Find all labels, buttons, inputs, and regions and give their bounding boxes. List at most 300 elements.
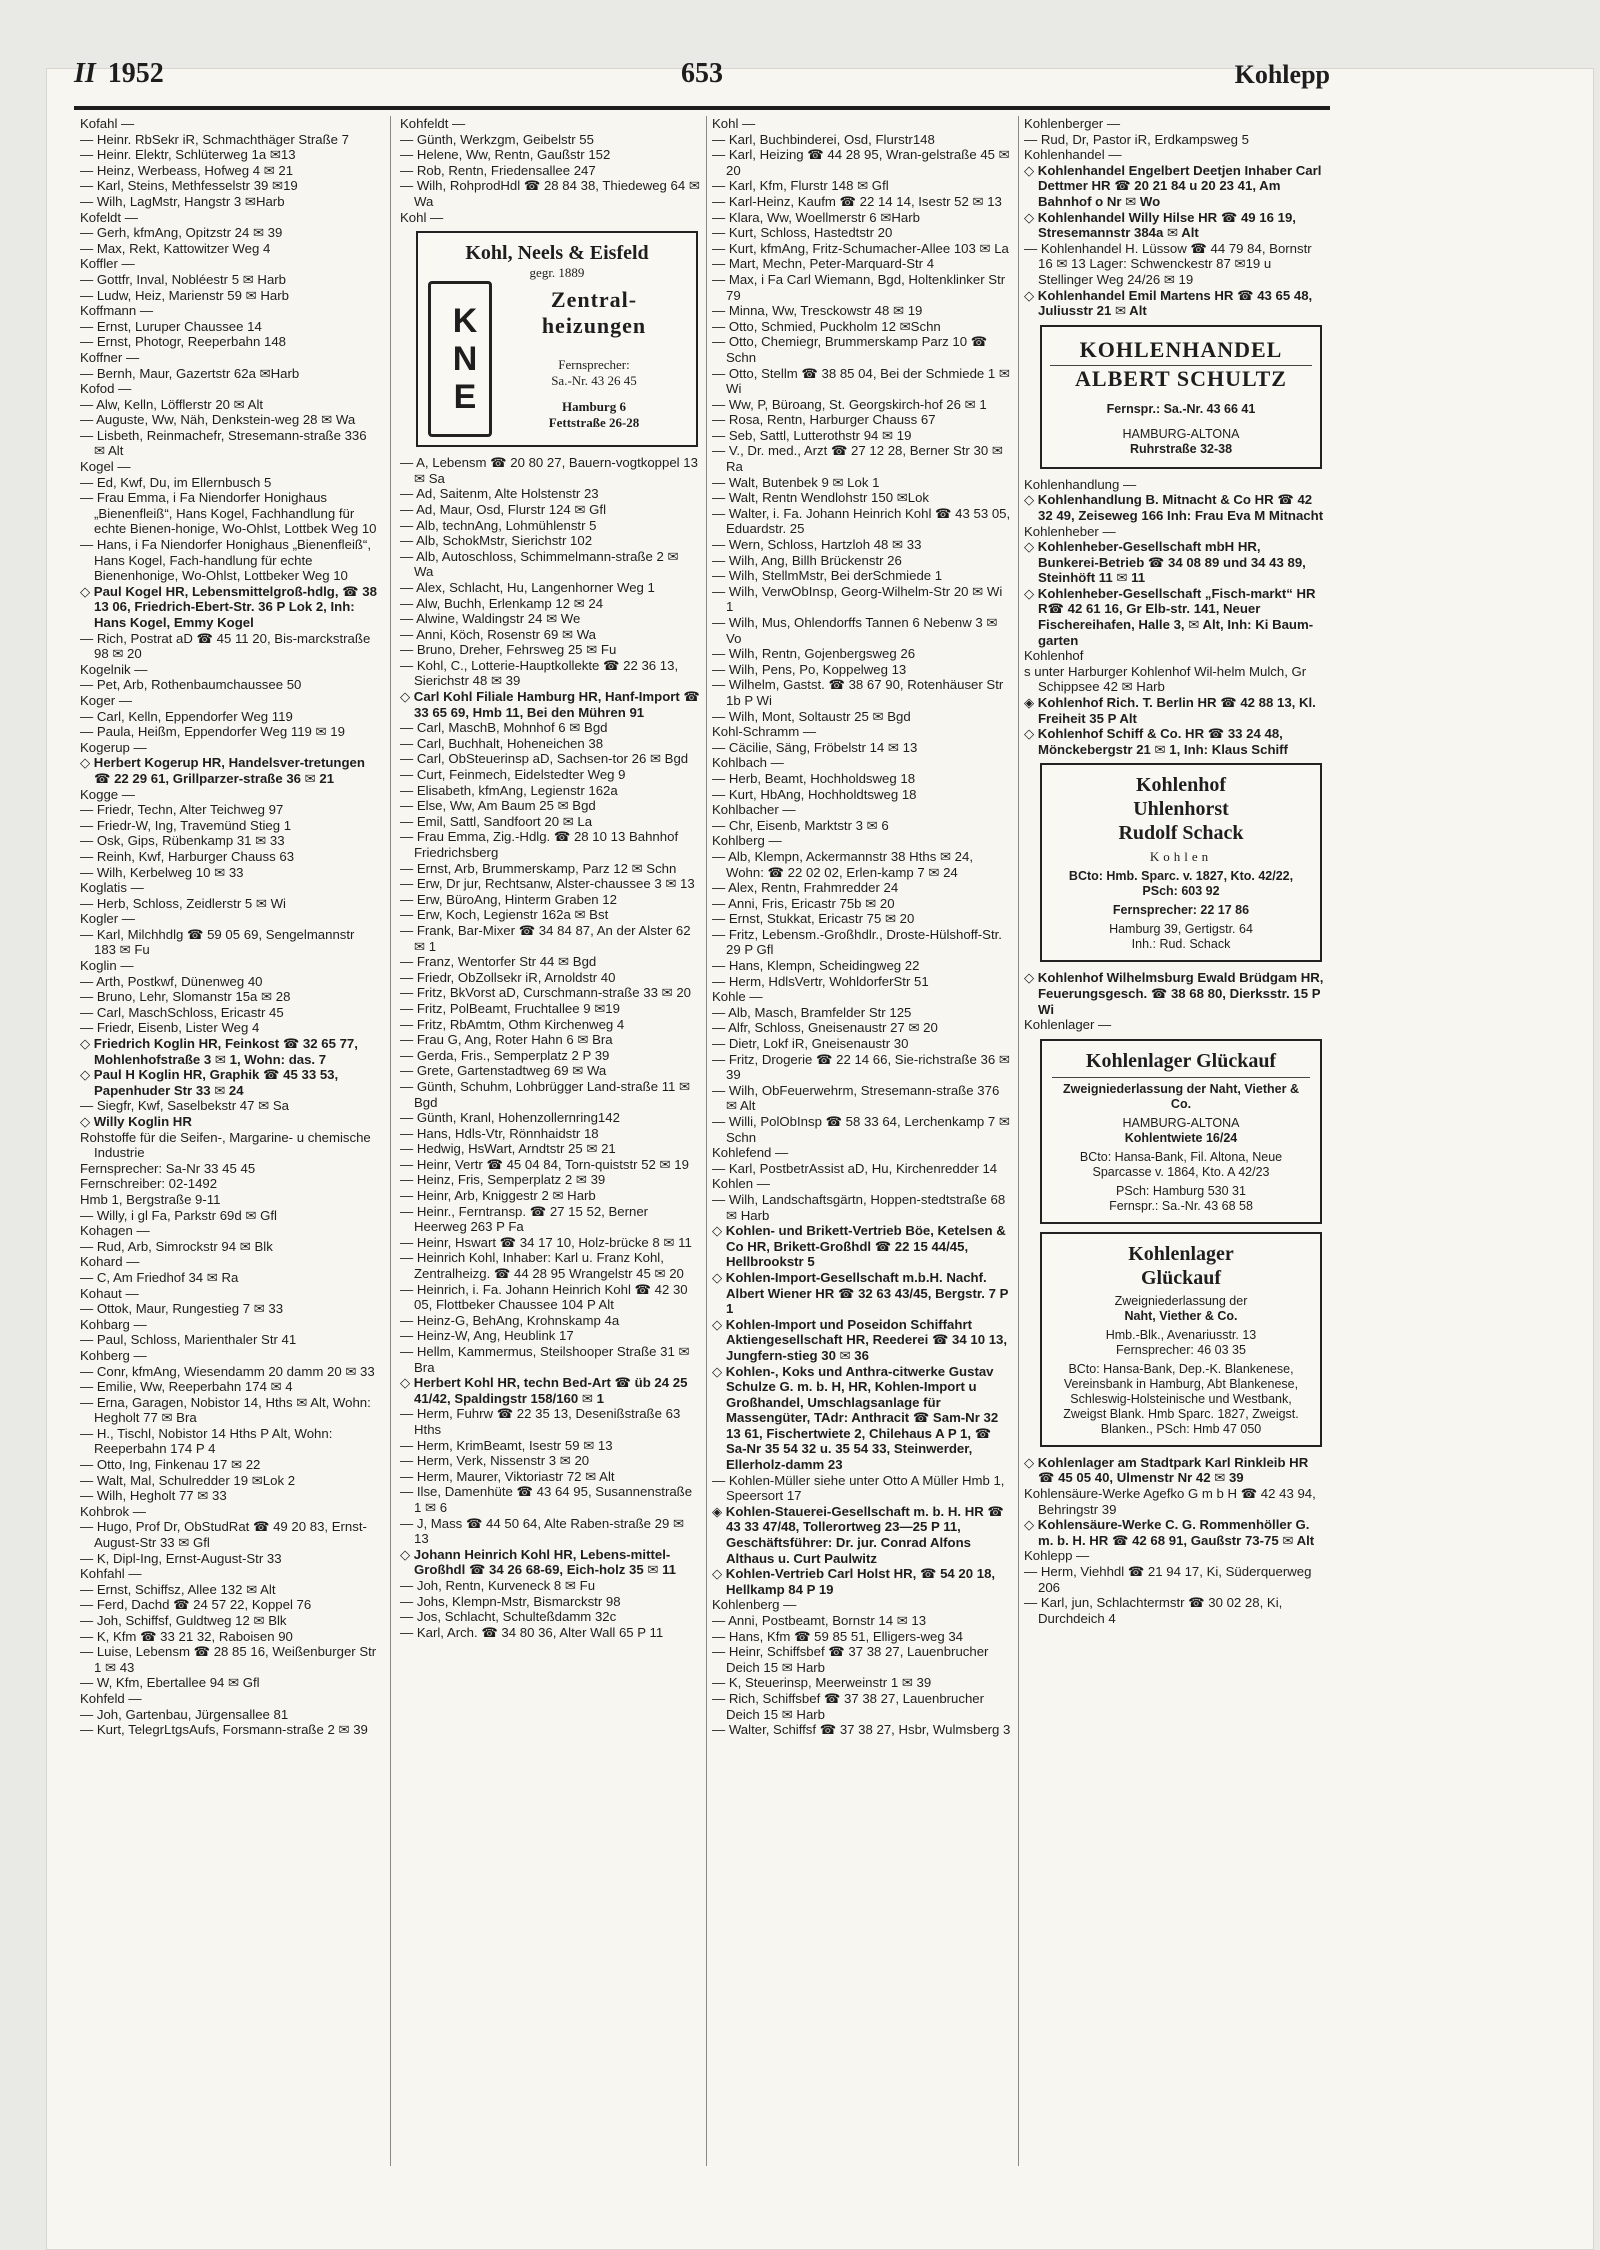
directory-entry: ◇ Kohlensäure-Werke C. G. Rommenhöller G. m. b. H. HR ☎ 42 68 91, Gaußstr 73-75 ✉ Alt — [1024, 1517, 1315, 1548]
directory-entry: — Willi, PolObInsp ☎ 58 33 64, Lerchenkamp 7 ✉ Schn — [712, 1114, 1010, 1145]
directory-entry: ◇ Kohlenhandel Willy Hilse HR ☎ 49 16 19, Stresemannstr 384a ✉ Alt — [1024, 209, 1296, 241]
ad-line5: BCto: Hmb. Sparc. v. 1827, Kto. 42/22, PSch: 603 92 — [1068, 869, 1294, 899]
ad-line4: Kohlentwiete 16/24 — [1124, 1130, 1238, 1145]
directory-entry: — Karl, Steins, Methfesselstr 39 ✉19 — [80, 178, 298, 194]
surname-heading: Kohl — — [400, 209, 444, 225]
surname-heading: Kohlen — — [712, 1176, 770, 1192]
page-header — [74, 50, 1330, 98]
directory-entry: — Anni, Postbeamt, Bornstr 14 ✉ 13 — [712, 1613, 927, 1628]
directory-entry: — Paula, Heißm, Eppendorfer Weg 119 ✉ 19 — [80, 724, 345, 740]
directory-entry: ◇ Kohlen-, Koks und Anthra-citwerke Gustav Schulze G. m. b. H, HR, Kohlen-Import u Großhandel, Umschlagsanlage für Massengüter, TAdr: Anthracit ☎ Sam-Nr 32 13 61, Fischertwiete 2, Chilehaus A P 1, ☎ Sa-Nr 35 54 32 u. 35 54 33, Steinwerder, Ellerholz-damm 23 — [712, 1363, 999, 1473]
directory-entry: — Heinz-W, Ang, Heublink 17 — [400, 1328, 574, 1344]
name-range: Kohlepp — [1234, 60, 1330, 89]
surname-heading: Kofod — — [80, 381, 132, 397]
directory-entry: ◇ Kohlenhandel Emil Martens HR ☎ 43 65 48, Juliusstr 21 ✉ Alt — [1024, 287, 1313, 319]
directory-entry: ◇ Kohlenheber-Gesellschaft „Fisch-markt“ HR R☎ 42 61 16, Gr Elb-str. 141, Neuer Fischereihafen, Halle 3, ✉ Alt, Inh: Ki Baum-garten — [1024, 585, 1316, 648]
directory-entry: ◇ Kohlen-Import und Poseidon Schiffahrt Aktiengesellschaft HR, Reederei ☎ 34 10 13, Jungfern-stieg 30 ✉ 36 — [712, 1316, 1008, 1363]
surname-heading: Kohagen — — [80, 1223, 150, 1239]
directory-entry: — Erw, Koch, Legienstr 162a ✉ Bst — [400, 907, 609, 923]
surname-heading: Kohfeld — — [80, 1690, 142, 1706]
directory-entry: — Pet, Arb, Rothenbaumchaussee 50 — [80, 677, 302, 693]
advert-kohlenhof-uhlenhorst — [1040, 763, 1322, 962]
directory-entry: — Paul, Schloss, Marienthaler Str 41 — [80, 1332, 297, 1348]
directory-entry: — Max, Rekt, Kattowitzer Weg 4 — [80, 240, 271, 256]
ad-line7: BCto: Hansa-Bank, Dep.-K. Blankenese, Vereinsbank in Hamburg, Abt Blankenese, Schleswig-Holsteinische und Westbank, Zweigst Blank. Hmb Sparc. 1827, Zweigst. Blanken., PSch: Hmb 47 050 — [1063, 1361, 1299, 1436]
ad-line1: KOHLENHANDEL — [1050, 337, 1312, 366]
ad-line1: Zentral- — [550, 287, 638, 313]
ad-body — [428, 281, 686, 437]
directory-entry: ◇ Kohlen-Vertrieb Carl Holst HR, ☎ 54 20 18, Hellkamp 84 P 19 — [712, 1566, 996, 1597]
ad-established: gegr. 1889 — [529, 265, 585, 281]
directory-entry: — K, Kfm ☎ 33 21 32, Raboisen 90 — [80, 1628, 293, 1644]
directory-entry: — Wilh, StellmMstr, Bei derSchmiede 1 — [712, 568, 943, 584]
column-4 — [1024, 116, 1324, 2166]
directory-entry: — Frau G, Ang, Roter Hahn 6 ✉ Bra — [400, 1032, 613, 1048]
directory-entry: — Bruno, Dreher, Fehrsweg 25 ✉ Fu — [400, 642, 617, 658]
directory-entry: — Ernst, Arb, Brummerskamp, Parz 12 ✉ Schn — [400, 860, 677, 876]
surname-heading: Koger — — [80, 692, 133, 708]
directory-entry: — Gerda, Fris., Semperplatz 2 P 39 — [400, 1047, 610, 1063]
surname-heading: Kohberg — — [80, 1347, 147, 1363]
directory-entry: — Alex, Rentn, Frahmredder 24 — [712, 880, 899, 896]
directory-entry: — Bruno, Lehr, Slomanstr 15a ✉ 28 — [80, 989, 291, 1005]
directory-entry: Kohlenhof — [1024, 648, 1084, 664]
directory-entry: — Wilh, Mus, Ohlendorffs Tannen 6 Nebenw 3 ✉ Vo — [712, 615, 998, 646]
directory-entry: — C, Am Friedhof 34 ✉ Ra — [80, 1269, 239, 1285]
directory-entry: — Ferd, Dachd ☎ 24 57 22, Koppel 76 — [80, 1597, 312, 1613]
directory-entry: — Heinrich Kohl, Inhaber: Karl u. Franz Kohl, Zentralheizg. ☎ 44 28 95 Wrangelstr 45 ✉ 20 — [400, 1250, 684, 1282]
directory-entry: — Heinr, Vertr ☎ 45 04 84, Torn-quiststr 52 ✉ 19 — [400, 1156, 689, 1172]
directory-entry: — Heinr, Schiffsbef ☎ 37 38 27, Lauenbrucher Deich 15 ✉ Harb — [712, 1644, 989, 1675]
surname-heading: Kogler — — [80, 911, 135, 927]
directory-entry: — Auguste, Ww, Näh, Denkstein-weg 28 ✉ Wa — [80, 412, 356, 428]
ad-line7: Fernspr.: Sa.-Nr. 43 68 58 — [1109, 1198, 1253, 1213]
directory-entry: — Joh, Gartenbau, Jürgensallee 81 — [80, 1706, 289, 1722]
directory-entry: ◇ Kohlenhof Wilhelmsburg Ewald Brüdgam HR, Feuerungsgesch. ☎ 38 68 80, Dierksstr. 15 P Wi — [1024, 970, 1324, 1017]
directory-entry: — Jos, Schlacht, Schulteßdamm 32c — [400, 1609, 617, 1625]
directory-entry: — Walter, Schiffsf ☎ 37 38 27, Hsbr, Wulmsberg 3 — [712, 1722, 1011, 1738]
directory-entry: — Wilhelm, Gastst. ☎ 38 67 90, Rotenhäuser Str 1b P Wi — [712, 677, 1004, 708]
ad-line6: Fernsprecher: 22 17 86 — [1112, 903, 1250, 918]
directory-entry: — Herm, Viehhdl ☎ 21 94 17, Ki, Süderquerweg 206 — [1024, 1563, 1312, 1595]
ad-phone: Fernspr.: Sa.-Nr. 43 66 41 — [1106, 401, 1256, 416]
directory-entry: Kohlensäure-Werke Agefko G m b H ☎ 42 43 94, Behringstr 39 — [1024, 1485, 1316, 1517]
directory-entry: — Ludw, Heiz, Marienstr 59 ✉ Harb — [80, 287, 289, 303]
surname-heading: Kohle — — [712, 989, 763, 1005]
directory-entry: — Wilh, VerwObInsp, Georg-Wilhelm-Str 20 ✉ Wi 1 — [712, 583, 1003, 615]
directory-entry: ◇ Kohlen- und Brikett-Vertrieb Böe, Ketelsen & Co HR, Brikett-Großhdl ☎ 22 15 44/45, Hellbrookstr 5 — [712, 1223, 1006, 1270]
directory-entry: — Wilh, Pens, Po, Koppelweg 13 — [712, 661, 907, 677]
directory-entry: — Erw, BüroAng, Hinterm Graben 12 — [400, 891, 617, 907]
directory-entry: — Kurt, kfmAng, Fritz-Schumacher-Allee 103 ✉ La — [712, 240, 1009, 256]
directory-entry: — Hans, Klempn, Scheidingweg 22 — [712, 958, 920, 974]
directory-entry: — Friedr, Eisenb, Lister Weg 4 — [80, 1020, 260, 1036]
directory-entry: — Friedr-W, Ing, Travemünd Stieg 1 — [80, 817, 292, 833]
directory-entry: — Hugo, Prof Dr, ObStudRat ☎ 49 20 83, Ernst-August-Str 33 ✉ Gfl — [80, 1519, 367, 1551]
directory-entry: — Reinh, Kwf, Harburger Chauss 63 — [80, 848, 295, 864]
directory-entry: ◇ Friedrich Koglin HR, Feinkost ☎ 32 65 77, Mohlenhofstraße 3 ✉ 1, Wohn: das. 7 — [80, 1036, 358, 1067]
surname-heading: Kohbarg — — [80, 1316, 147, 1332]
directory-entry: — Frau Emma, Zig.-Hdlg. ☎ 28 10 13 Bahnhof Friedrichsberg — [400, 829, 679, 860]
ad-line6: Fernsprecher: 46 03 35 — [1116, 1342, 1246, 1357]
directory-entry: — Johs, Klempn-Mstr, Bismarckstr 98 — [400, 1593, 621, 1609]
directory-entry: — Herb, Schloss, Zeidlerstr 5 ✉ Wi — [80, 895, 286, 911]
directory-entry: — Heinr. Elektr, Schlüterweg 1a ✉13 — [80, 147, 296, 163]
directory-entry: — Carl, Kelln, Eppendorfer Weg 119 — [80, 708, 293, 724]
directory-entry: — Herm, HdlsVertr, WohldorferStr 51 — [712, 973, 929, 989]
directory-entry: — Luise, Lebensm ☎ 28 85 16, Weißenburger Str 1 ✉ 43 — [80, 1644, 377, 1675]
directory-entry: — Hans, i Fa Niendorfer Honighaus „Bienenfleiß“, Hans Kogel, Fach-handlung für echte Bienenhonige, Wo-Ohlst, Lottbeker Weg 10 — [80, 537, 371, 584]
ad-line1: Kohlenlager — [1128, 1242, 1234, 1265]
directory-entry: — Max, i Fa Carl Wiemann, Bgd, Holtenklinker Str 79 — [712, 271, 1006, 303]
ad-line2: Glückauf — [1140, 1266, 1222, 1289]
directory-entry: — Heinz, Fris, Semperplatz 2 ✉ 39 — [400, 1172, 606, 1188]
ad-line3: HAMBURG-ALTONA — [1122, 1115, 1240, 1130]
directory-entry: — Fritz, RbAmtm, Othm Kirchenweg 4 — [400, 1016, 625, 1032]
surname-heading: Kogerup — — [80, 739, 147, 755]
directory-entry: — Wilh, Kerbelweg 10 ✉ 33 — [80, 864, 244, 880]
directory-entry: — Seb, Sattl, Lutterothstr 94 ✉ 19 — [712, 427, 912, 443]
directory-entry: — Heinrich, i. Fa. Johann Heinrich Kohl ☎ 42 30 05, Flottbeker Chaussee 104 P Alt — [400, 1281, 688, 1313]
directory-entry: — A, Lebensm ☎ 20 80 27, Bauern-vogtkoppel 13 ✉ Sa — [400, 455, 698, 486]
surname-heading: Kohlbach — — [712, 755, 784, 771]
directory-entry: — Fritz, PolBeamt, Fruchtallee 9 ✉19 — [400, 1000, 620, 1016]
surname-heading: Koffler — — [80, 256, 135, 272]
directory-entry: — Emilie, Ww, Reeperbahn 174 ✉ 4 — [80, 1379, 293, 1395]
column-divider — [390, 116, 391, 2166]
directory-entry: — Walt, Rentn Wendlohstr 150 ✉Lok — [712, 490, 930, 506]
ad-line7: Hamburg 39, Gertigstr. 64 — [1109, 922, 1253, 937]
surname-heading: Kohlenheber — — [1024, 523, 1116, 539]
column-divider — [1018, 116, 1019, 2166]
logo-text: KNE — [446, 302, 484, 417]
directory-entry: — Hans, Hdls-Vtr, Rönnhaidstr 18 — [400, 1125, 599, 1141]
directory-entry: — Ernst, Schiffsz, Allee 132 ✉ Alt — [80, 1581, 276, 1597]
surname-heading: Kohlenhandel — — [1024, 147, 1122, 163]
directory-entry: — H., Tischl, Nobistor 14 Hths P Alt, Wohn: Reeperbahn 174 P 4 — [80, 1425, 333, 1457]
ad-phone: Sa.-Nr. 43 26 45 — [551, 373, 637, 389]
directory-entry: — Karl, Buchbinderei, Osd, Flurstr148 — [712, 131, 935, 147]
ad-line2: Zweigniederlassung der Naht, Viether & Co. — [1063, 1081, 1299, 1111]
ad-line6: PSch: Hamburg 530 31 — [1116, 1183, 1246, 1198]
directory-entry: — Karl, Arch. ☎ 34 80 36, Alter Wall 65 P 11 — [400, 1624, 664, 1640]
directory-entry: — Günth, Werkzgm, Geibelstr 55 — [400, 131, 594, 147]
directory-entry: — Kurt, TelegrLtgsAufs, Forsmann-straße 2 ✉ 39 — [80, 1722, 368, 1738]
directory-entry: — Hedwig, HsWart, Arndtstr 25 ✉ 21 — [400, 1141, 616, 1157]
surname-heading: Koglatis — — [80, 880, 144, 896]
directory-entry: — Kohlenhandel H. Lüssow ☎ 44 79 84, Bornstr 16 ✉ 13 Lager: Schwenckestr 87 ✉19 u Stellinger Weg 24/26 ✉ 19 — [1024, 240, 1312, 287]
directory-entry: — Carl, Buchhalt, Hoheneichen 38 — [400, 735, 604, 751]
directory-entry: — Rob, Rentn, Friedensallee 247 — [400, 162, 596, 178]
directory-entry: — Joh, Rentn, Kurveneck 8 ✉ Fu — [400, 1577, 596, 1593]
directory-entry: — Heinr. RbSekr iR, Schmachthäger Straße 7 — [80, 131, 349, 147]
directory-entry: — Heinr, Hswart ☎ 34 17 10, Holz-brücke 8 ✉ 11 — [400, 1234, 692, 1250]
ad-line2: heizungen — [541, 313, 647, 339]
directory-entry: — Herm, Maurer, Viktoriastr 72 ✉ Alt — [400, 1468, 615, 1484]
directory-entry: — Carl, ObSteuerinsp aD, Sachsen-tor 26 ✉ Bgd — [400, 751, 689, 767]
directory-entry: — Bernh, Maur, Gazertstr 62a ✉Harb — [80, 365, 300, 381]
page-number: 653 — [681, 58, 723, 89]
directory-entry: — Rich, Postrat aD ☎ 45 11 20, Bis-marckstraße 98 ✉ 20 — [80, 630, 371, 662]
directory-entry: — Alb, technAng, Lohmühlenstr 5 — [400, 517, 597, 533]
directory-entry: — Conr, kfmAng, Wiesendamm 20 damm 20 ✉ 33 — [80, 1363, 375, 1379]
directory-entry: — Heinz-G, BehAng, Krohnskamp 4a — [400, 1312, 620, 1328]
advert-kohlenlager-glueckauf-blankenese — [1040, 1232, 1322, 1447]
directory-entry: — Wilh, Hegholt 77 ✉ 33 — [80, 1488, 227, 1504]
directory-entry: — Ilse, Damenhüte ☎ 43 64 95, Susannenstraße 1 ✉ 6 — [400, 1484, 693, 1515]
directory-entry: — Alw, Kelln, Löfflerstr 20 ✉ Alt — [80, 396, 264, 412]
directory-entry: — Friedr, Techn, Alter Teichweg 97 — [80, 802, 284, 818]
directory-entry: — Karl, jun, Schlachtermstr ☎ 30 02 28, Ki, Durchdeich 4 — [1024, 1595, 1283, 1626]
directory-entry: — Ad, Saitenm, Alte Holstenstr 23 — [400, 486, 599, 502]
directory-entry: ◇ Kohlen-Import-Gesellschaft m.b.H. Nachf. Albert Wiener HR ☎ 32 63 43/45, Bergstr. 7 P 1 — [712, 1269, 1009, 1317]
directory-entry: — Wilh, Ang, Billh Brückenstr 26 — [712, 552, 902, 568]
directory-entry: — Otto, Schmied, Puckholm 12 ✉Schn — [712, 318, 941, 334]
directory-entry: — Siegfr, Kwf, Saselbekstr 47 ✉ Sa — [80, 1098, 289, 1114]
ad-line1: Kohlenhof — [1135, 774, 1227, 797]
ad-street: Ruhrstraße 32-38 — [1129, 441, 1233, 456]
directory-entry: — Chr, Eisenb, Marktstr 3 ✉ 6 — [712, 817, 889, 833]
ad-phone-label: Fernsprecher: — [558, 357, 630, 373]
directory-entry: — Lisbeth, Reinmachefr, Stresemann-straße 336 ✉ Alt — [80, 427, 367, 459]
directory-entry: — Emil, Sattl, Sandfoort 20 ✉ La — [400, 813, 593, 829]
directory-entry: — Ww, P, Büroang, St. Georgskirch-hof 26 ✉ 1 — [712, 396, 987, 412]
surname-heading: Kohlenlager — — [1024, 1017, 1112, 1033]
directory-entry: — Rich, Schiffsbef ☎ 37 38 27, Lauenbrucher Deich 15 ✉ Harb — [712, 1690, 985, 1722]
directory-entry: — Otto, Stellm ☎ 38 85 04, Bei der Schmiede 1 ✉ Wi — [712, 365, 1010, 397]
column-divider — [706, 116, 707, 2166]
ad-line3: Rudolf Schack — [1118, 822, 1244, 845]
volume-roman: II — [74, 58, 96, 89]
directory-entry: — Fritz, BkVorst aD, Curschmann-straße 33 ✉ 20 — [400, 985, 692, 1001]
ad-line4: Kohlen — [1149, 849, 1213, 865]
directory-entry: — Kohl, C., Lotterie-Hauptkollekte ☎ 22 36 13, Sierichstr 48 ✉ 39 — [400, 657, 679, 689]
surname-heading: Kohl — — [712, 116, 756, 131]
surname-heading: Kogge — — [80, 786, 135, 802]
directory-entry: — Grete, Gartenstadtweg 69 ✉ Wa — [400, 1063, 607, 1079]
directory-entry: — Gottfr, Inval, Nobléestr 5 ✉ Harb — [80, 271, 287, 287]
directory-entry: — Wilh, Landschaftsgärtn, Hoppen-stedtstraße 68 ✉ Harb — [712, 1191, 1006, 1223]
directory-entry: — Fritz, Lebensm.-Großhdlr., Droste-Hülshoff-Str. 29 P Gfl — [712, 926, 1002, 958]
surname-heading: Kohlbacher — — [712, 802, 796, 818]
directory-entry: — Ernst, Photogr, Reeperbahn 148 — [80, 334, 287, 350]
header-rule — [74, 106, 1330, 110]
directory-entry: — Wilh, LagMstr, Hangstr 3 ✉Harb — [80, 193, 285, 209]
directory-entry: — Rud, Dr, Pastor iR, Erdkampsweg 5 — [1024, 131, 1249, 147]
surname-heading: Kofahl — — [80, 116, 135, 131]
directory-entry: — Cäcilie, Säng, Fröbelstr 14 ✉ 13 — [712, 739, 918, 755]
directory-entry: — W, Kfm, Ebertallee 94 ✉ Gfl — [80, 1675, 260, 1691]
directory-entry: — Ed, Kwf, Du, im Ellernbusch 5 — [80, 474, 272, 490]
column-1 — [80, 116, 378, 2166]
directory-entry: — Mart, Mechn, Peter-Marquard-Str 4 — [712, 256, 935, 272]
directory-entry: ◇ Kohlenhandlung B. Mitnacht & Co HR ☎ 42 32 49, Zeiseweg 166 Inh: Frau Eva M Mitnacht — [1024, 492, 1324, 523]
directory-entry: ◇ Herbert Kogerup HR, Handelsver-tretungen ☎ 22 29 61, Grillparzer-straße 36 ✉ 21 — [80, 755, 365, 786]
directory-entry: — Rud, Arb, Simrockstr 94 ✉ Blk — [80, 1238, 273, 1254]
directory-entry: Fernschreiber: 02-1492 — [80, 1176, 218, 1192]
directory-entry: — Heinr, Arb, Kniggestr 2 ✉ Harb — [400, 1188, 596, 1204]
directory-entry: — Erw, Dr jur, Rechtsanw, Alster-chaussee 3 ✉ 13 — [400, 876, 695, 892]
directory-entry: — Kurt, Schloss, Hastedtstr 20 — [712, 225, 893, 241]
ad-line8: Inh.: Rud. Schack — [1131, 937, 1231, 952]
directory-entry: — Frau Emma, i Fa Niendorfer Honighaus „Bienenfleiß“, Hans Kogel, Fachhandlung für echte Bienen-honige, Wo-Ohlst, Lottbek Weg 10 — [80, 490, 377, 537]
kne-logo — [428, 281, 492, 437]
surname-heading: Kohlenberger — — [1024, 116, 1121, 131]
directory-entry: — Wilh, Rentn, Gojenbergsweg 26 — [712, 646, 916, 662]
directory-entry: — Walt, Butenbek 9 ✉ Lok 1 — [712, 474, 880, 490]
directory-entry: — Günth, Kranl, Hohenzollernring142 — [400, 1110, 620, 1126]
surname-heading: Koffmann — — [80, 303, 154, 319]
directory-entry: — Herb, Beamt, Hochholdsweg 18 — [712, 770, 916, 786]
directory-entry: — Otto, Ing, Finkenau 17 ✉ 22 — [80, 1457, 261, 1473]
directory-entry: — Fritz, Drogerie ☎ 22 14 66, Sie-richstraße 36 ✉ 39 — [712, 1051, 1010, 1083]
directory-entry: — Alex, Schlacht, Hu, Langenhorner Weg 1 — [400, 579, 655, 595]
directory-entry: — Anni, Fris, Ericastr 75b ✉ 20 — [712, 895, 895, 911]
surname-heading: Kohl-Schramm — — [712, 724, 817, 740]
surname-heading: Kogelnik — — [80, 661, 148, 677]
directory-entry: — Arth, Postkwf, Dünenweg 40 — [80, 973, 263, 989]
directory-entry: — Else, Ww, Am Baum 25 ✉ Bgd — [400, 798, 596, 814]
directory-entry: ◇ Carl Kohl Filiale Hamburg HR, Hanf-Import ☎ 33 65 69, Hmb 11, Bei den Mühren 91 — [400, 689, 700, 720]
directory-entry: — Ottok, Maur, Rungestieg 7 ✉ 33 — [80, 1301, 284, 1317]
directory-entry: — Klara, Ww, Woellmerstr 6 ✉Harb — [712, 209, 920, 225]
directory-entry: s unter Harburger Kohlenhof Wil-helm Mulch, Gr Schippsee 42 ✉ Harb — [1024, 663, 1307, 695]
directory-entry: — Alwine, Waldingstr 24 ✉ We — [400, 611, 581, 627]
ad-line5: BCto: Hansa-Bank, Fil. Altona, Neue Sparcasse v. 1864, Kto. A 42/23 — [1079, 1149, 1283, 1179]
directory-entry: — Karl, Milchhdlg ☎ 59 05 69, Sengelmannstr 183 ✉ Fu — [80, 926, 355, 958]
directory-entry: — Walter, i. Fa. Johann Heinrich Kohl ☎ 43 53 05, Eduardstr. 25 — [712, 505, 1011, 537]
directory-entry: — Carl, MaschSchloss, Ericastr 45 — [80, 1004, 284, 1020]
directory-entry: ◇ Herbert Kohl HR, techn Bed-Art ☎ üb 24 25 41/42, Spaldingstr 158/160 ✉ 1 — [400, 1375, 688, 1406]
directory-entry: — Walt, Mal, Schulredder 19 ✉Lok 2 — [80, 1472, 296, 1488]
ad-line3: Zweigniederlassung der — [1114, 1293, 1248, 1308]
directory-entry: ◇ Paul H Koglin HR, Graphik ☎ 45 33 53, Papenhuder Str 33 ✉ 24 — [80, 1067, 339, 1098]
surname-heading: Kohlberg — — [712, 833, 782, 849]
ad-line1: Kohlenlager Glückauf — [1052, 1049, 1310, 1078]
directory-entry: — Alb, Autoschloss, Schimmelmann-straße 2 ✉ Wa — [400, 548, 679, 580]
directory-entry: — Anni, Köch, Rosenstr 69 ✉ Wa — [400, 626, 597, 642]
directory-entry: ◈ Kohlenhof Rich. T. Berlin HR ☎ 42 88 13, Kl. Freiheit 35 P Alt — [1024, 695, 1316, 726]
directory-entry: — Günth, Schuhm, Lohbrügger Land-straße 11 ✉ Bgd — [400, 1078, 691, 1110]
directory-entry: — Erna, Garagen, Nobistor 14, Hths ✉ Alt, Wohn: Hegholt 77 ✉ Bra — [80, 1394, 371, 1426]
ad-line5: Hmb.-Blk., Avenariusstr. 13 — [1105, 1327, 1257, 1342]
surname-heading: Kogel — — [80, 459, 131, 475]
directory-entry: — Karl, Heizing ☎ 44 28 95, Wran-gelstraße 45 ✉ 20 — [712, 147, 1010, 178]
directory-entry: — Wilh, RohprodHdl ☎ 28 84 38, Thiedeweg 64 ✉ Wa — [400, 178, 700, 209]
directory-entry: ◇ Kohlenhandel Engelbert Deetjen Inhaber Carl Dettmer HR ☎ 20 21 84 u 20 23 41, Am Bahnhof o Nr ✉ Wo — [1024, 162, 1322, 209]
directory-entry: — Wilh, ObFeuerwehrm, Stresemann-straße 376 ✉ Alt — [712, 1082, 1000, 1114]
surname-heading: Kohard — — [80, 1254, 140, 1270]
directory-entry: — Ad, Maur, Osd, Flurstr 124 ✉ Gfl — [400, 501, 606, 517]
directory-entry: — Kurt, HbAng, Hochholdtsweg 18 — [712, 786, 917, 802]
ad-street: Fettstraße 26-28 — [548, 415, 640, 431]
surname-heading: Kofeldt — — [80, 209, 138, 225]
directory-entry: — Alfr, Schloss, Gneisenaustr 27 ✉ 20 — [712, 1020, 938, 1036]
directory-entry: — Minna, Ww, Tresckowstr 48 ✉ 19 — [712, 303, 923, 319]
directory-entry: — Frank, Bar-Mixer ☎ 34 84 87, An der Alster 62 ✉ 1 — [400, 922, 691, 954]
ad-line4: Naht, Viether & Co. — [1124, 1308, 1238, 1323]
directory-entry: — Otto, Chemiegr, Brummerskamp Parz 10 ☎ Schn — [712, 334, 988, 365]
directory-entry: — Karl, Kfm, Flurstr 148 ✉ Gfl — [712, 178, 889, 194]
surname-heading: Kohlepp — — [1024, 1548, 1090, 1564]
ad-title: Kohl, Neels & Eisfeld — [465, 242, 649, 265]
column-2 — [400, 116, 700, 2166]
directory-entry: Fernsprecher: Sa-Nr 33 45 45 — [80, 1160, 256, 1176]
column-3 — [712, 116, 1012, 2166]
directory-entry: — Willy, i gl Fa, Parkstr 69d ✉ Gfl — [80, 1207, 277, 1223]
directory-entry: — Franz, Wentorfer Str 44 ✉ Bgd — [400, 954, 597, 970]
directory-entry: ◇ Willy Koglin HR — [80, 1114, 192, 1129]
surname-heading: Kohlenhandlung — — [1024, 476, 1137, 492]
directory-entry: — Joh, Schiffsf, Guldtweg 12 ✉ Blk — [80, 1613, 287, 1628]
directory-entry: — Wilh, Mont, Soltaustr 25 ✉ Bgd — [712, 708, 911, 724]
surname-heading: Kohfahl — — [80, 1566, 142, 1582]
directory-entry: — Alb, SchokMstr, Sierichstr 102 — [400, 533, 593, 549]
directory-entry: — Hellm, Kammermus, Steilshooper Straße 31 ✉ Bra — [400, 1344, 690, 1375]
directory-entry: — V., Dr. med., Arzt ☎ 27 12 28, Berner Str 30 ✉ Ra — [712, 443, 1003, 475]
advert-kohl-neels-eisfeld — [416, 231, 698, 447]
directory-entry: Hmb 1, Bergstraße 9-11 — [80, 1191, 221, 1207]
directory-entry: — Alb, Masch, Bramfelder Str 125 — [712, 1004, 912, 1020]
directory-entry: ◇ Kohlenlager am Stadtpark Karl Rinkleib HR ☎ 45 05 40, Ulmenstr Nr 42 ✉ 39 — [1024, 1454, 1309, 1486]
directory-entry: — Carl, MaschB, Mohnhof 6 ✉ Bgd — [400, 720, 608, 736]
surname-heading: Kohlefend — — [712, 1145, 789, 1161]
ad-details — [502, 287, 686, 431]
directory-entry: ◈ Kohlen-Stauerei-Gesellschaft m. b. H. HR ☎ 43 33 47/48, Tollerortweg 23—25 P 11, Geschäftsführer: Dr. jur. Conrad Alfons Althaus u. Curt Paulwitz — [712, 1503, 1004, 1566]
advert-albert-schultz — [1040, 325, 1322, 469]
directory-entry: Rohstoffe für die Seifen-, Margarine- u chemische Industrie — [80, 1129, 371, 1161]
directory-entry: — Rosa, Rentn, Harburger Chauss 67 — [712, 412, 936, 428]
advert-kohlenlager-glueckauf-altona — [1040, 1039, 1322, 1224]
directory-entry: ◇ Paul Kogel HR, Lebensmittelgroß-hdlg, ☎ 38 13 06, Friedrich-Ebert-Str. 36 P Lok 2, Inh: Hans Kogel, Emmy Kogel — [80, 583, 377, 630]
directory-entry: — Wern, Schloss, Hartzloh 48 ✉ 33 — [712, 537, 922, 553]
surname-heading: Kohfeldt — — [400, 116, 466, 131]
directory-entry: ◇ Kohlenhof Schiff & Co. HR ☎ 33 24 48, Mönckebergstr 21 ✉ 1, Inh: Klaus Schiff — [1024, 726, 1288, 757]
directory-entry: — Heinz, Werbeass, Hofweg 4 ✉ 21 — [80, 162, 294, 178]
directory-entry: — Dietr, Lokf iR, Gneisenaustr 30 — [712, 1036, 909, 1052]
directory-entry: — Karl-Heinz, Kaufm ☎ 22 14 14, Isestr 52 ✉ 13 — [712, 193, 1002, 209]
surname-heading: Kohaut — — [80, 1285, 139, 1301]
directory-entry: — Hans, Kfm ☎ 59 85 51, Elligers-weg 34 — [712, 1628, 963, 1644]
directory-entry: — Herm, KrimBeamt, Isestr 59 ✉ 13 — [400, 1437, 613, 1453]
directory-entry: — Alb, Klempn, Ackermannstr 38 Hths ✉ 24, Wohn: ☎ 22 02 02, Erlen-kamp 7 ✉ 24 — [712, 848, 973, 880]
surname-heading: Koffner — — [80, 349, 140, 365]
directory-entry: — J, Mass ☎ 44 50 64, Alte Raben-straße 29 ✉ 13 — [400, 1515, 685, 1547]
directory-entry: — Herm, Verk, Nissenstr 3 ✉ 20 — [400, 1453, 590, 1469]
year: 1952 — [107, 58, 164, 89]
directory-entry: ◇ Johann Heinrich Kohl HR, Lebens-mittel-Großhdl ☎ 34 26 68-69, Eich-holz 35 ✉ 11 — [400, 1546, 677, 1578]
directory-entry: — Herm, Fuhrw ☎ 22 35 13, Desenißstraße 63 Hths — [400, 1406, 681, 1437]
surname-heading: Koglin — — [80, 958, 134, 974]
directory-entry: — Ernst, Luruper Chaussee 14 — [80, 318, 262, 334]
surname-heading: Kohlenberg — — [712, 1597, 797, 1613]
ad-city: HAMBURG-ALTONA — [1122, 426, 1240, 441]
ad-city: Hamburg 6 — [562, 399, 626, 415]
surname-heading: Kohbrok — — [80, 1503, 146, 1519]
directory-entry: — K, Dipl-Ing, Ernst-August-Str 33 — [80, 1550, 282, 1566]
directory-entry: — Curt, Feinmech, Eidelstedter Weg 9 — [400, 767, 626, 783]
directory-entry: — Helene, Ww, Rentn, Gaußstr 152 — [400, 147, 611, 163]
directory-entry: — Gerh, kfmAng, Opitzstr 24 ✉ 39 — [80, 225, 283, 241]
directory-entry: — Elisabeth, kfmAng, Legienstr 162a — [400, 782, 618, 798]
directory-entry: — Osk, Gips, Rübenkamp 31 ✉ 33 — [80, 833, 285, 849]
directory-entry: — Friedr, ObZollsekr iR, Arnoldstr 40 — [400, 969, 616, 985]
directory-entry: ◇ Kohlenheber-Gesellschaft mbH HR, Bunkerei-Betrieb ☎ 34 08 89 und 34 43 89, Steinhöft 11 ✉ 11 — [1024, 539, 1306, 586]
directory-entry: — K, Steuerinsp, Meerweinstr 1 ✉ 39 — [712, 1675, 932, 1691]
directory-entry: — Alw, Buchh, Erlenkamp 12 ✉ 24 — [400, 595, 604, 611]
ad-line2: Uhlenhorst — [1133, 798, 1229, 821]
directory-entry: — Ernst, Stukkat, Ericastr 75 ✉ 20 — [712, 911, 915, 927]
